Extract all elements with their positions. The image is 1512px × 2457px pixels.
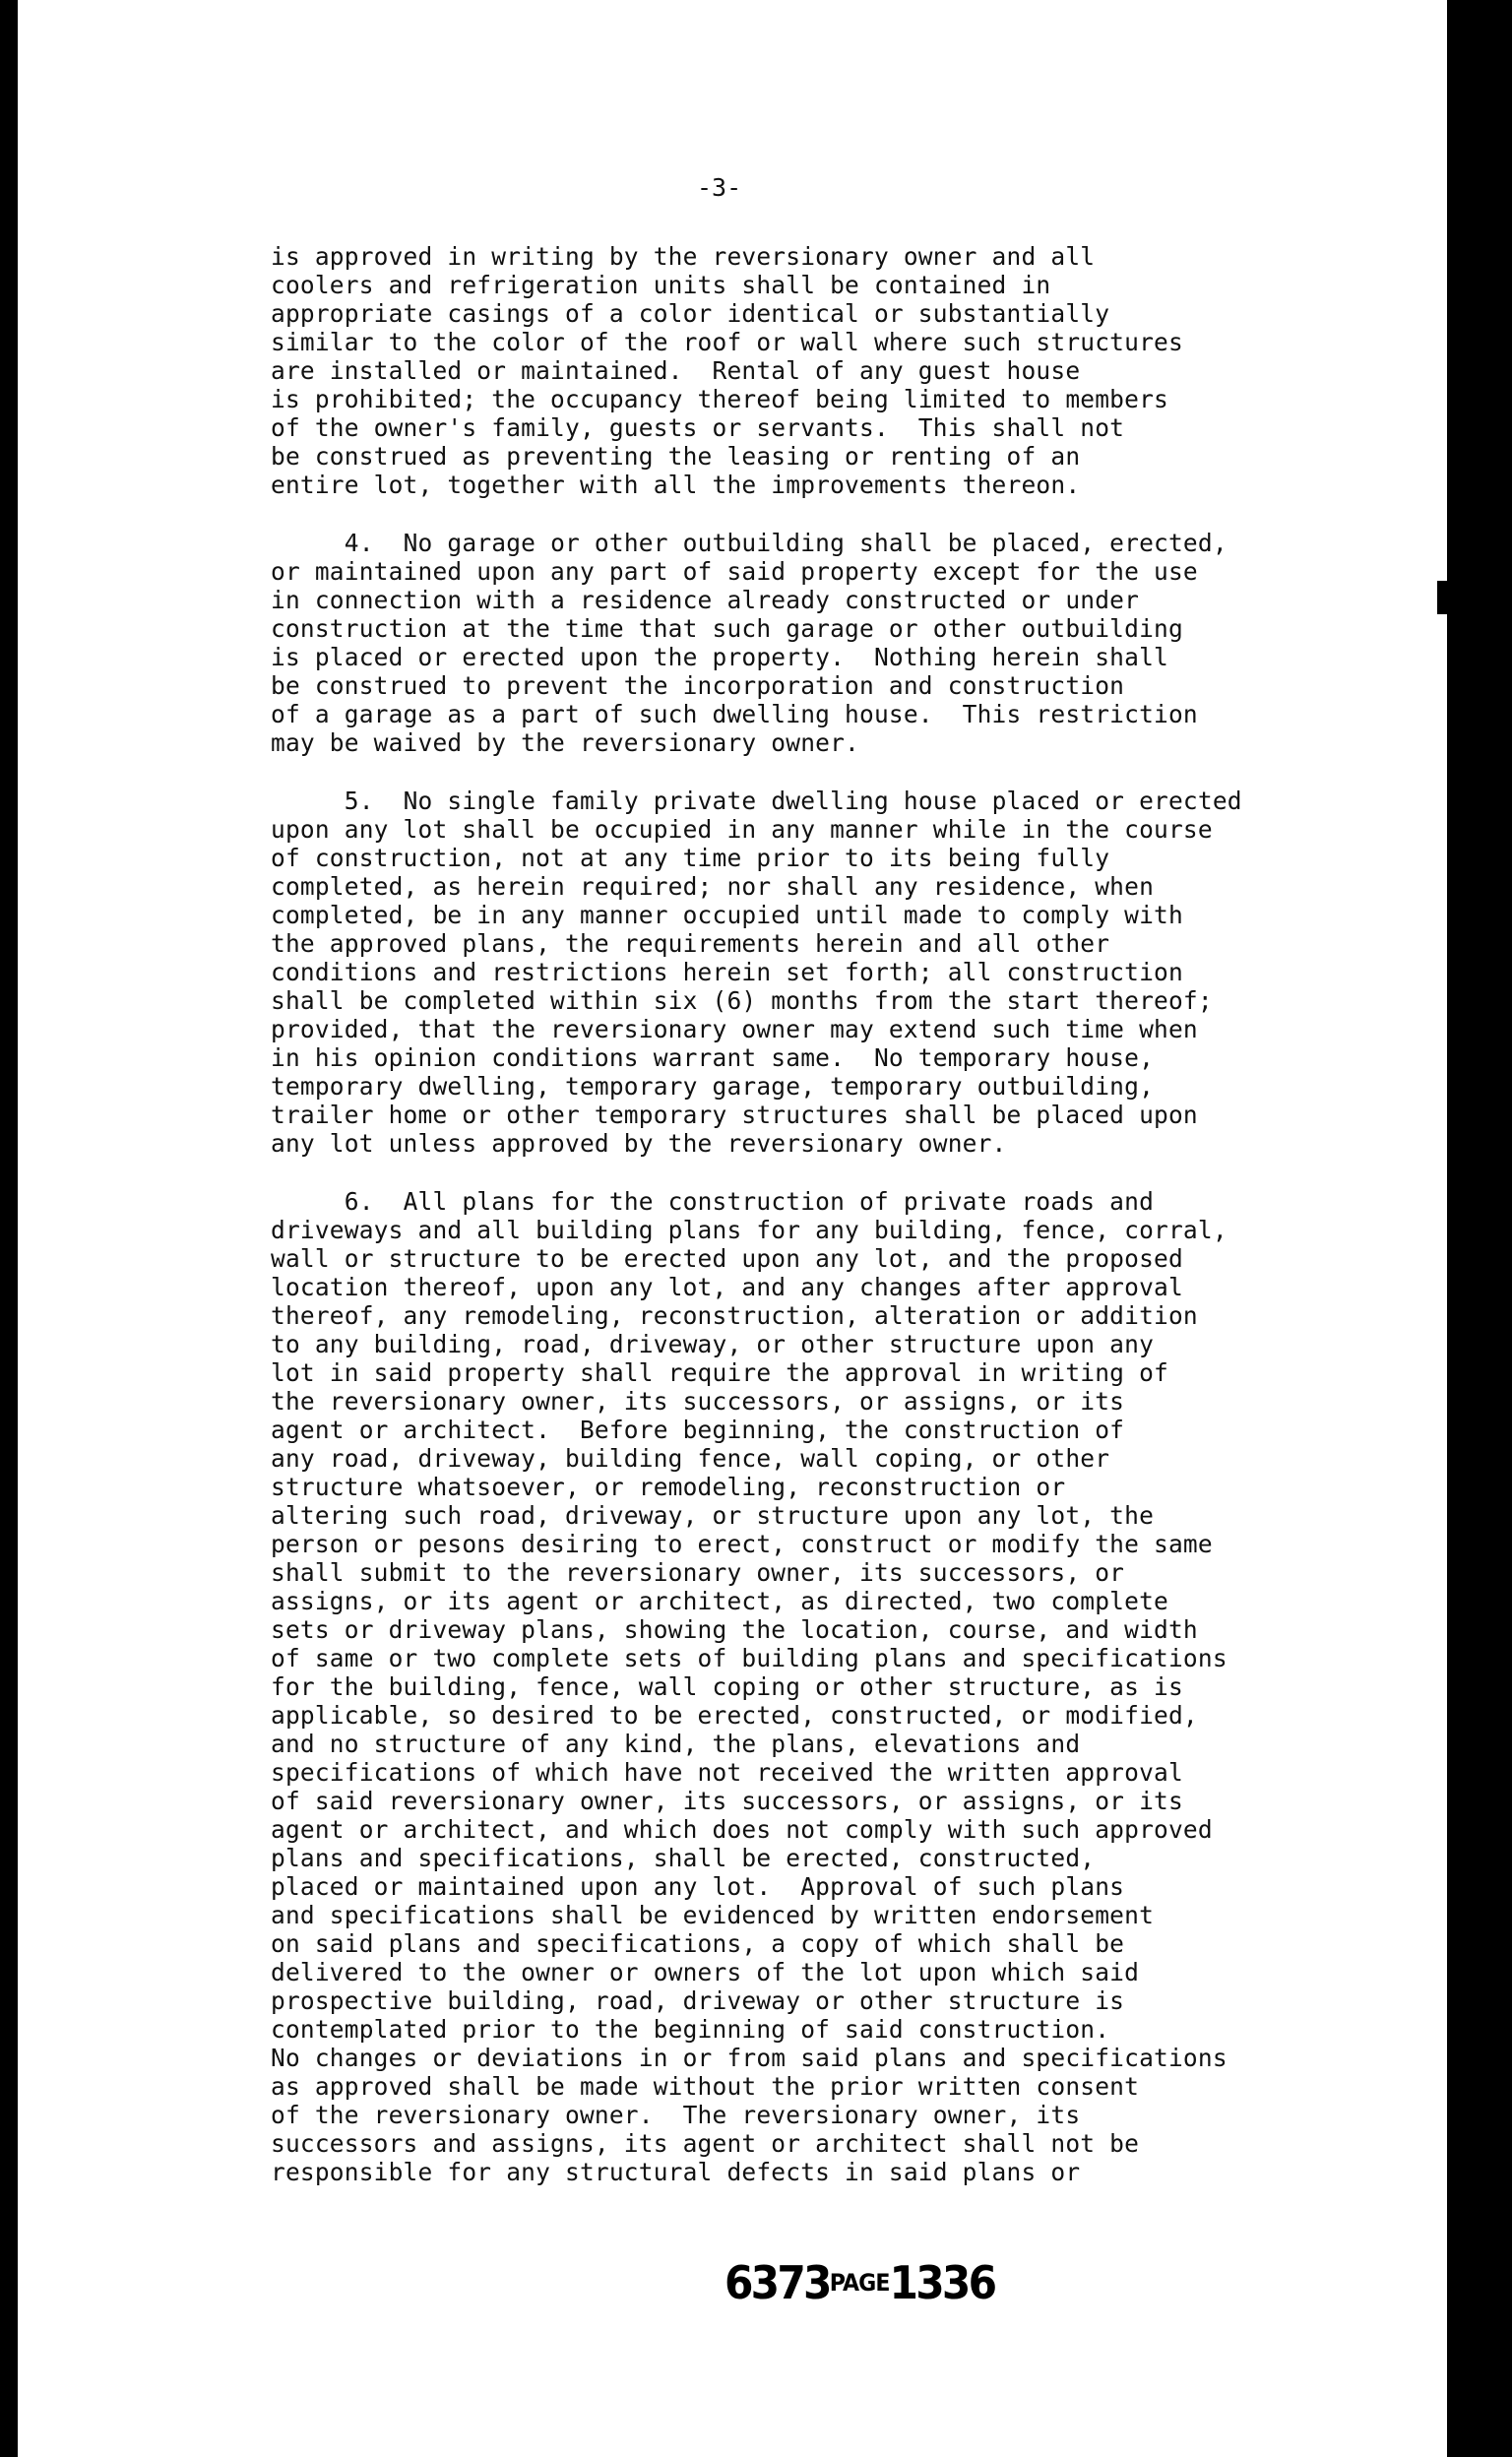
- page-stamp-number: 1336: [889, 2256, 995, 2309]
- page-number: -3-: [697, 173, 742, 202]
- scan-edge-mark: [1437, 581, 1447, 614]
- book-number: 6373: [724, 2256, 830, 2309]
- page-word: PAGE: [829, 2269, 890, 2297]
- document-body: [271, 242, 1413, 2216]
- document-page: [18, 0, 1447, 2457]
- paragraph-4-garage-restriction: 4. No garage or other outbuilding shall be placed, erected, or maintained upon any part of said property except for the use in connection with a residence already constructed or under construction at the time that such garage or other outbuilding is placed or erected upon the property. Nothing herein shall be construed to prevent the incorporation and construction of a garage as a part of such dwelling house. This restriction may be waived by the reversionary owner.: [271, 529, 1228, 757]
- paragraph-continuation: is approved in writing by the reversionary owner and all coolers and refrigeration units shall be contained in appropriate casings of a color identical or substantially similar to the color of the roof or wall where such structures are installed or maintained. Rental of any guest house is prohibited; the occupancy thereof being limited to members of the owner's family, guests or servants. This shall not be construed as preventing the leasing or renting of an entire lot, together with all the improvements thereon.: [271, 242, 1183, 499]
- paragraph-5-occupancy-restriction: 5. No single family private dwelling house placed or erected upon any lot shall be occupied in any manner while in the course of construction, not at any time prior to its being fully completed, as herein required; nor shall any residence, when completed, be in any manner occupied until made to comply with the approved plans, the requirements herein and all other conditions and restrictions herein set forth; all construction shall be completed within six (6) months from the start thereof; provided, that the reversionary owner may extend such time when in his opinion conditions warrant same. No temporary house, temporary dwelling, temporary garage, temporary outbuilding, trailer home or other temporary structures shall be placed upon any lot unless approved by the reversionary owner.: [271, 787, 1242, 1158]
- book-page-stamp: [724, 2256, 994, 2309]
- paragraph-6-plan-approval: 6. All plans for the construction of private roads and driveways and all building plans for any building, fence, corral, wall or structure to be erected upon any lot, and the proposed location thereof, upon any lot, and any changes after approval thereof, any remodeling, reconstruction, alteration or addition to any building, road, driveway, or other structure upon any lot in said property shall require the approval in writing of the reversionary owner, its successors, or assigns, or its agent or architect. Before beginning, the construction of any road, driveway, building fence, wall coping, or other structure whatsoever, or remodeling, reconstruction or altering such road, driveway, or structure upon any lot, the person or pesons desiring to erect, construct or modify the same shall submit to the reversionary owner, its successors, or assigns, or its agent or architect, as directed, two complete sets or driveway plans, showing the location, course, and width of same or two complete sets of building plans and specifications for the building, fence, wall coping or other structure, as is applicable, so desired to be erected, constructed, or modified, and no structure of any kind, the plans, elevations and specifications of which have not received the written approval of said reversionary owner, its successors, or assigns, or its agent or architect, and which does not comply with such approved plans and specifications, shall be erected, constructed, placed or maintained upon any lot. Approval of such plans and specifications shall be evidenced by written endorsement on said plans and specifications, a copy of which shall be delivered to the owner or owners of the lot upon which said prospective building, road, driveway or other structure is contemplated prior to the beginning of said construction. No changes or deviations in or from said plans and specifications as approved shall be made without the prior written consent of the reversionary owner. The reversionary owner, its successors and assigns, its agent or architect shall not be responsible for any structural defects in said plans or: [271, 1187, 1228, 2186]
